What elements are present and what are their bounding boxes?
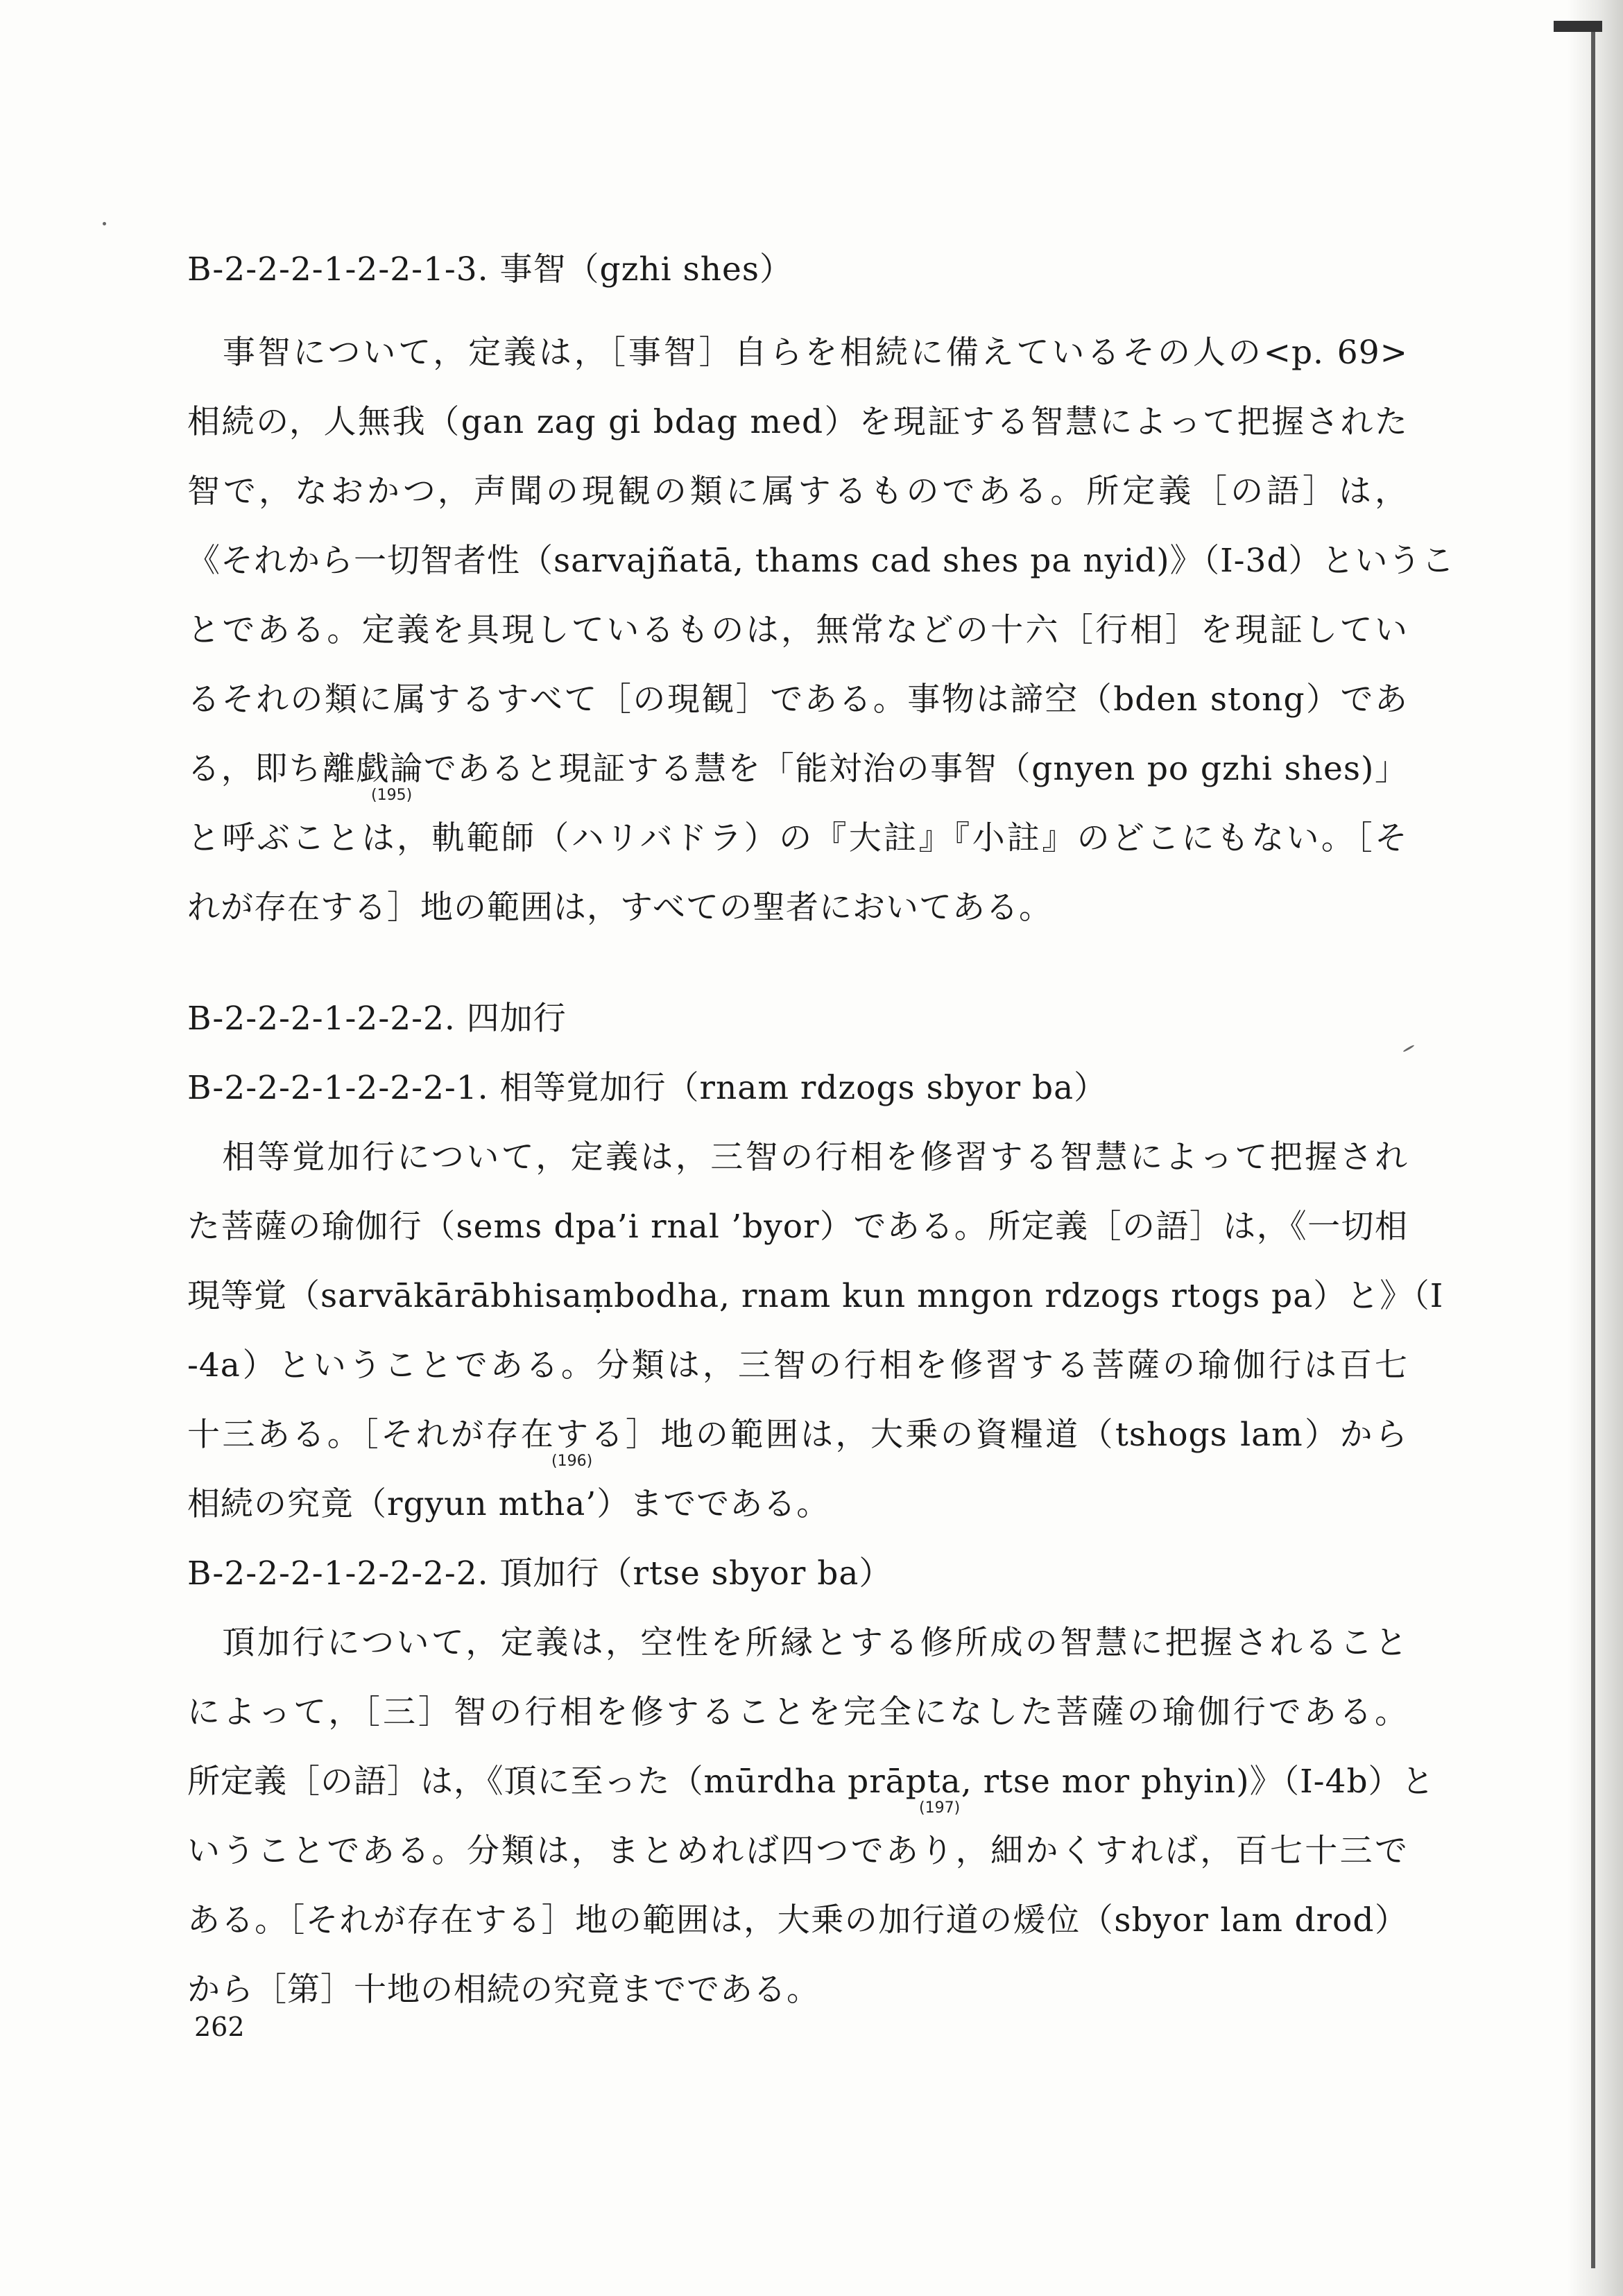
text-line: た菩薩の瑜伽行（sems dpa’i rnal ’byor）である。所定義［の語］は，《一切相 (187, 1208, 1408, 1246)
text-line: 事智について，定義は，［事智］自らを相続に備えているその人の<p. 69> (187, 334, 1408, 372)
text-line: 相等覚加行について，定義は，三智の行相を修習する智慧によって把握され (187, 1138, 1408, 1176)
text-line: 所定義［の語］は，《頂に至った（mūrdha prāpta, rtse mor phyin)》（I-4b）と (187, 1763, 1435, 1801)
text-line: とである。定義を具現しているものは，無常などの十六［行相］を現証してい (187, 611, 1408, 649)
page-number: 262 (194, 2012, 245, 2042)
text-line: る，即ち離戯論であると現証する慧を「能対治の事智（gnyen po gzhi shes)」 (187, 750, 1408, 788)
binding-edge-mark (1554, 21, 1602, 32)
text-line: 智で，なおかつ，声聞の現観の類に属するものである。所定義［の語］は， (187, 472, 1408, 511)
text-line: から［第］十地の相続の究竟までである。 (187, 1971, 820, 2009)
text-line: 《それから一切智者性（sarvajñatā, thams cad shes pa nyid)》（I-3d）というこ (187, 542, 1455, 580)
footnote-marker: (196) (551, 1453, 593, 1470)
text-line: れが存在する］地の範囲は，すべての聖者においてある。 (187, 889, 1053, 927)
section-heading-rtse-sbyor-ba: B-2-2-2-1-2-2-2-2. 頂加行（rtse sbyor ba） (187, 1554, 893, 1593)
binding-edge-line (1591, 28, 1595, 2268)
section-heading-four-prayogas: B-2-2-2-1-2-2-2. 四加行 (187, 1000, 567, 1038)
text-line: -4a）ということである。分類は，三智の行相を修習する菩薩の瑜伽行は百七 (187, 1346, 1408, 1385)
footnote-marker: (195) (371, 787, 413, 804)
scan-speck (103, 222, 106, 225)
text-line: 頂加行について，定義は，空性を所縁とする修所成の智慧に把握されること (187, 1624, 1408, 1662)
footnote-marker: (197) (919, 1799, 961, 1817)
text-line: ある。［それが存在する］地の範囲は，大乗の加行道の煖位（sbyor lam drod） (187, 1901, 1408, 1939)
scan-speck (1402, 1045, 1414, 1053)
text-line: 現等覚（sarvākārābhisaṃbodha, rnam kun mngon rdzogs rtogs pa）と》（I (187, 1277, 1444, 1315)
text-line: いうことである。分類は，まとめれば四つであり，細かくすれば，百七十三で (187, 1832, 1408, 1870)
text-line: るそれの類に属するすべて［の現観］である。事物は諦空（bden stong）であ (187, 680, 1408, 719)
text-line: によって，［三］智の行相を修することを完全になした菩薩の瑜伽行である。 (187, 1693, 1408, 1731)
section-heading-rnam-rdzogs-sbyor-ba: B-2-2-2-1-2-2-2-1. 相等覚加行（rnam rdzogs sbyor ba） (187, 1069, 1108, 1107)
section-heading-gzhi-shes: B-2-2-2-1-2-2-1-3. 事智（gzhi shes） (187, 250, 793, 289)
text-line: 相続の究竟（rgyun mtha’）までである。 (187, 1485, 830, 1523)
page-edge-shadow (1568, 0, 1623, 2296)
text-line: と呼ぶことは，軌範師（ハリバドラ）の『大註』『小註』のどこにもない。［そ (187, 819, 1408, 857)
text-line: 十三ある。［それが存在する］地の範囲は，大乗の資糧道（tshogs lam）から (187, 1416, 1408, 1454)
text-line: 相続の，人無我（gan zag gi bdag med）を現証する智慧によって把握された (187, 403, 1408, 441)
